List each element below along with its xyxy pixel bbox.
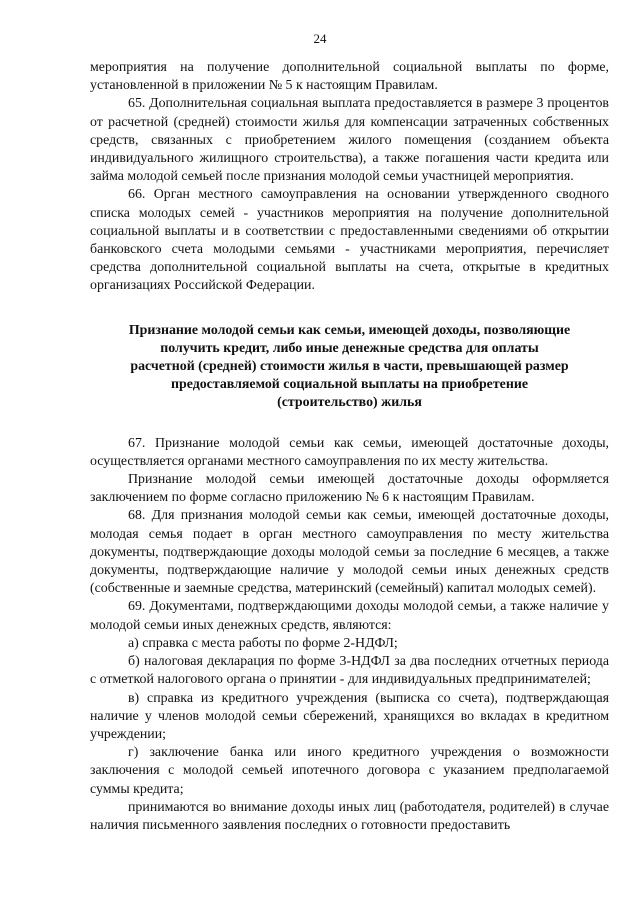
- paragraph-continuation: мероприятия на получение дополнительной социальной выплаты по форме, установленной в приложении № 5 к настоящим Правилам.: [90, 60, 609, 94]
- paragraph-66: 66. Орган местного самоуправления на основании утвержденного сводного списка молодых семей - участников мероприятия на получение дополнительной социальной выплаты и в соответствии с предоставленными сведениями об открытии банковского счета молодыми семьями - участниками мероприятия, перечисляет средства дополнительной социальной выплаты на счета, открытые в кредитных организациях Российской Федерации.: [90, 187, 609, 294]
- paragraph-65: 65. Дополнительная социальная выплата предоставляется в размере 3 процентов от расчетной (средней) стоимости жилья для компенсации затраченных собственных средств, связанных с приобретением жилого помещения (созданием объекта индивидуального жилищного строительства), а также погашения части кредита или займа молодой семьей после признания молодой семьи участницей мероприятия.: [90, 96, 609, 185]
- paragraph-68: 68. Для признания молодой семьи как семьи, имеющей достаточные доходы, молодая семья подает в орган местного самоуправления по месту жительства документы, подтверждающие доходы молодой семьи за последние 6 месяцев, а также документы, подтверждающие наличие у молодой семьи иных денежных средств (собственные и заемные средства, материнский (семейный) капитал молодых семей).: [90, 508, 609, 597]
- list-item-v: в) справка из кредитного учреждения (выписка со счета), подтверждающая наличие у членов молодой семьи сбережений, хранящихся во вкладах в кредитном учреждении;: [90, 690, 609, 742]
- paragraph-other-income: принимаются во внимание доходы иных лиц (работодателя, родителей) в случае наличия письменного заявления последних о готовности предоставить: [90, 799, 609, 833]
- paragraph-67-conclusion: Признание молодой семьи имеющей достаточные доходы оформляется заключением по форме согласно приложению № 6 к настоящим Правилам.: [90, 472, 609, 506]
- list-item-a: а) справка с места работы по форме 2-НДФЛ;: [128, 635, 398, 651]
- paragraph-67: 67. Признание молодой семьи как семьи, имеющей достаточные доходы, осуществляется органами местного самоуправления по их месту жительства.: [90, 435, 609, 469]
- paragraph-69: 69. Документами, подтверждающими доходы молодой семьи, а также наличие у молодой семьи иных денежных средств, являются:: [90, 599, 609, 633]
- list-item-b: б) налоговая декларация по форме 3-НДФЛ за два последних отчетных периода с отметкой налогового органа о принятии - для индивидуальных предпринимателей;: [90, 654, 609, 688]
- document-body: [90, 59, 609, 835]
- section-heading: Признание молодой семьи как семьи, имеющей доходы, позволяющие получить кредит, либо иные денежные средства для оплаты расчетной (средней) стоимости жилья в части, превышающей размер предоставляемой социальной выплаты на приобретение (строительство) жилья: [128, 322, 571, 411]
- list-item-g: г) заключение банка или иного кредитного учреждения о возможности заключения с молодой семьей ипотечного договора с указанием предполагаемой суммы кредита;: [90, 745, 609, 797]
- page-number: 24: [313, 31, 327, 46]
